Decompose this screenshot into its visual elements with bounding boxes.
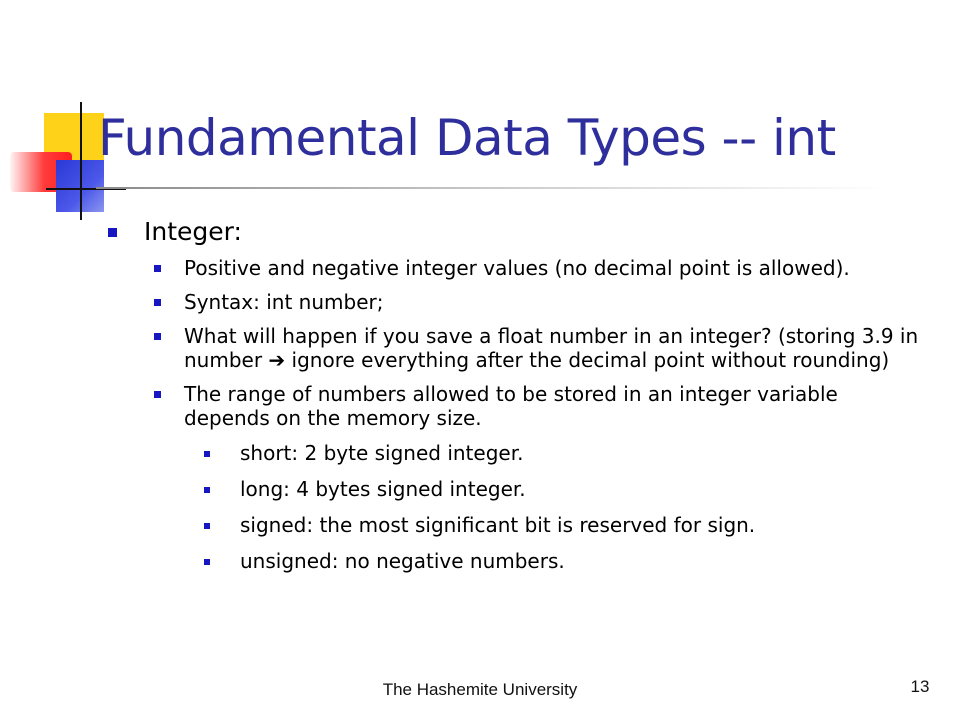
square-bullet-icon (204, 559, 210, 565)
vertical-line-decoration (80, 102, 82, 220)
square-bullet-icon (154, 299, 161, 306)
square-bullet-icon (108, 228, 117, 237)
bullet-point-range (108, 382, 928, 430)
square-bullet-icon (154, 391, 161, 398)
sub-bullet-short (108, 440, 928, 466)
square-bullet-icon (204, 451, 210, 457)
point-text-after-arrow: ignore everything after the decimal point without rounding) (285, 348, 890, 372)
bullet-point-float-question (108, 324, 928, 372)
right-arrow-icon: ➔ (268, 348, 286, 372)
sub-bullet-unsigned (108, 548, 928, 574)
point-text: The range of numbers allowed to be stored in an integer variable depends on the memory size. (184, 382, 838, 430)
square-bullet-icon (204, 523, 210, 529)
point-text: Syntax: int number; (184, 290, 384, 314)
sub-point-text: unsigned: no negative numbers. (240, 549, 565, 573)
point-text-before-arrow: What will happen if you save a float number in an integer? (storing 3.9 in number (184, 324, 919, 372)
square-bullet-icon (204, 487, 210, 493)
sub-point-text: long: 4 bytes signed integer. (240, 477, 526, 501)
square-bullet-icon (154, 265, 161, 272)
bullet-point-syntax (108, 290, 928, 314)
slide-content (108, 214, 928, 574)
sub-point-text: short: 2 byte signed integer. (240, 441, 524, 465)
integer-heading-text: Integer: (144, 217, 242, 246)
bullet-point-values (108, 256, 928, 280)
page-number: 13 (910, 677, 930, 696)
bullet-integer-heading (108, 214, 928, 250)
sub-bullet-signed (108, 512, 928, 538)
square-bullet-icon (154, 333, 161, 340)
sub-bullet-long (108, 476, 928, 502)
sub-point-text: signed: the most significant bit is reserved for sign. (240, 513, 756, 537)
point-text: Positive and negative integer values (no decimal point is allowed). (184, 256, 850, 280)
slide-title: Fundamental Data Types -- int (98, 109, 836, 167)
footer-organization: The Hashemite University (382, 680, 578, 699)
title-underline (96, 187, 886, 189)
